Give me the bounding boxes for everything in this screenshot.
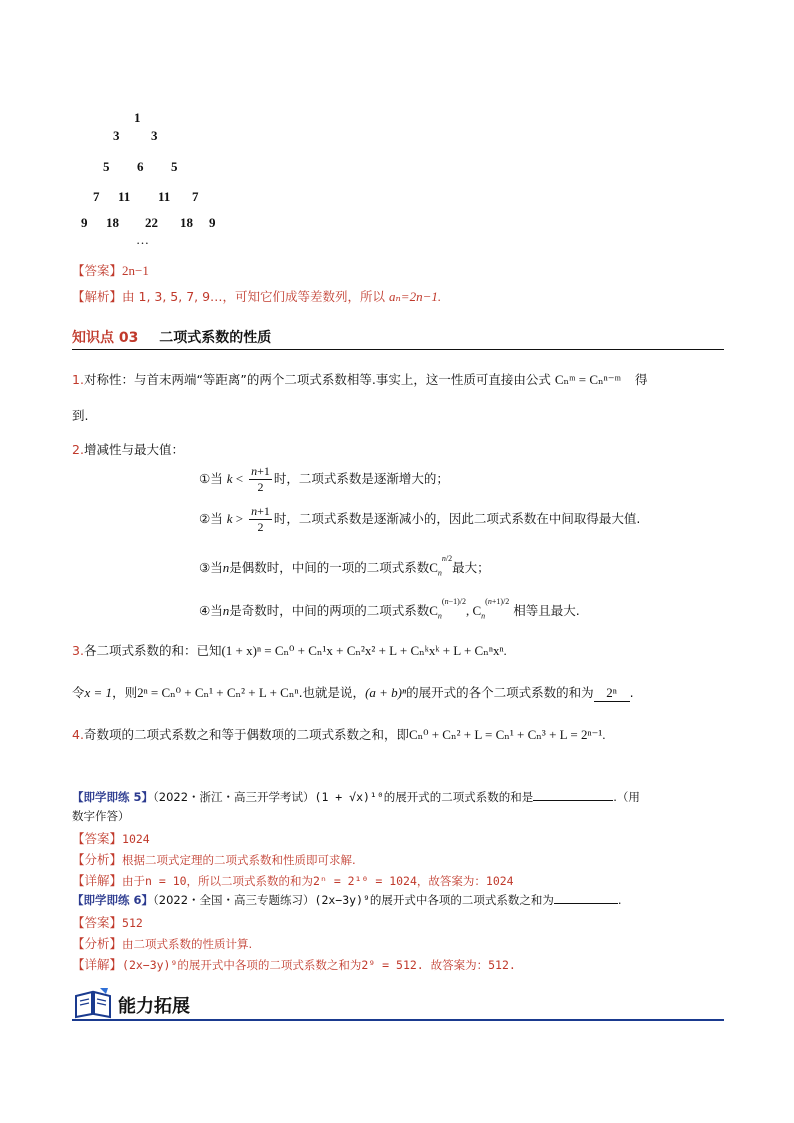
point-3b-x: x = 1 xyxy=(84,685,113,700)
answer-line xyxy=(72,261,149,279)
point-2d-tail: 相等且最大. xyxy=(513,603,580,618)
point-1-formula: Cₙᵐ = Cₙⁿ⁻ᵐ xyxy=(554,372,621,387)
point-2c-lead: ③当 xyxy=(199,560,223,575)
triangle-row3-2: 6 xyxy=(137,159,144,174)
ex5-tail: .（用 xyxy=(613,790,640,804)
ex5-detail-text: 由于n = 10，所以二项式系数的和为2ⁿ = 2¹⁰ = 1024，故答案为：1024 xyxy=(122,874,514,888)
ex5-analysis-text: 根据二项式定理的二项式系数和性质即可求解. xyxy=(122,853,356,867)
triangle-row4-1: 7 xyxy=(93,189,100,204)
triangle-row4-3: 11 xyxy=(158,189,171,204)
section-label: 知识点 03 xyxy=(72,330,139,346)
ex5-analysis xyxy=(72,850,356,868)
triangle-row3-1: 5 xyxy=(103,159,110,174)
point-2-item-c: ③当n是偶数时，中间的一项的二项式系数$C_n^{n/2}$最大； xyxy=(199,553,490,578)
ex6-source: （2022・全国・高三专题练习） xyxy=(153,893,315,907)
point-2c-tail: 最大； xyxy=(452,560,490,575)
point-4-text: 奇数项的二项式系数之和等于偶数项的二项式系数之和，即 xyxy=(83,727,409,742)
ex6-answer-tag: 【答案】 xyxy=(72,915,123,930)
point-3b-ab: (a + b)ⁿ xyxy=(365,685,407,700)
point-2-item-a: ①当 k < $\frac{n+1}{2}$ 时，二项式系数是逐渐增大的； xyxy=(199,464,449,494)
triangle-row2-2: 3 xyxy=(151,128,158,143)
point-2a-text: 时，二项式系数是逐渐增大的； xyxy=(273,471,449,486)
triangle-row1-1: 1 xyxy=(134,110,141,125)
open-book-icon xyxy=(72,1005,114,1024)
point-3-line-2 xyxy=(72,683,634,702)
triangle-row5-5: 9 xyxy=(209,215,216,230)
ex5-detail-tag: 【详解】 xyxy=(72,873,123,888)
point-3b-fill: 2ⁿ xyxy=(594,685,630,702)
point-3b-end: . xyxy=(629,685,634,700)
analysis-formula: aₙ=2n−1. xyxy=(389,289,442,304)
ex5-question: (1 + √x)¹⁰的展开式的二项式系数的和是 xyxy=(314,790,534,804)
ex6-detail-tag: 【详解】 xyxy=(72,957,123,972)
answer-value: 2n−1 xyxy=(122,263,149,278)
section-rule xyxy=(72,349,724,350)
point-3-formula: (1 + x)ⁿ = Cₙ⁰ + Cₙ¹x + Cₙ²x² + L + Cₙᵏxᵏ + L + Cₙⁿxⁿ. xyxy=(221,643,507,658)
ex6-analysis-text: 由二项式系数的性质计算. xyxy=(122,937,253,951)
ex5-analysis-tag: 【分析】 xyxy=(72,852,123,867)
triangle-row5-2: 18 xyxy=(106,215,119,230)
ex6-detail-text: (2x−3y)⁹的展开式中各项的二项式系数之和为2⁹ = 512. 故答案为：512. xyxy=(122,958,516,972)
point-3-text: 各二项式系数的和：已知 xyxy=(83,643,222,658)
ex5-detail xyxy=(72,871,514,889)
point-1-text: 对称性：与首末两端“等距离”的两个二项式系数相等.事实上，这一性质可直接由公式 xyxy=(83,372,551,387)
triangle-row3-3: 5 xyxy=(171,159,178,174)
analysis-tag: 【解析】 xyxy=(72,289,123,304)
point-3-line-1 xyxy=(72,641,507,659)
point-2-item-d: ④当n是奇数时，中间的两项的二项式系数$C_n^{(n-1)/2}$, $C_n^{(n+1)/2}$ 相等且最大. xyxy=(199,596,580,621)
ex5-stem xyxy=(72,789,640,805)
point-2-title-text: 增减性与最大值： xyxy=(83,442,184,457)
point-2d-text: 是奇数时，中间的两项的二项式系数 xyxy=(229,603,430,618)
section-header xyxy=(72,327,271,347)
fraction-n-plus-1-over-2-b: $\frac{n+1}{2}$ xyxy=(251,504,270,534)
point-2b-lead: ②当 xyxy=(199,511,223,526)
point-2-prefix: 2. xyxy=(72,442,84,457)
ex6-tag: 【即学即练 6】 xyxy=(72,893,154,907)
section-title: 二项式系数的性质 xyxy=(159,330,272,346)
point-4-formula: Cₙ⁰ + Cₙ² + L = Cₙ¹ + Cₙ³ + L = 2ⁿ⁻¹. xyxy=(408,727,606,742)
point-2-item-b: ②当 k > $\frac{n+1}{2}$ 时，二项式系数是逐渐减小的，因此二项式系数在中间取得最大值. xyxy=(199,504,641,534)
ex6-detail xyxy=(72,955,516,973)
point-3b-then: ，则 xyxy=(112,685,138,700)
point-1-prefix: 1. xyxy=(72,372,84,387)
ex6-answer xyxy=(72,913,143,931)
binom-middle-odd: $C_n^{(n-1)/2}$, $C_n^{(n+1)/2}$ xyxy=(429,596,510,621)
fraction-n-plus-1-over-2: $\frac{n+1}{2}$ xyxy=(251,464,270,494)
point-2d-lead: ④当 xyxy=(199,603,223,618)
ability-section-rule xyxy=(72,1019,724,1021)
point-3b-lead: 令 xyxy=(72,685,85,700)
triangle-row5-4: 18 xyxy=(180,215,193,230)
ex5-blank xyxy=(533,800,613,801)
ex5-answer-value: 1024 xyxy=(122,832,150,846)
analysis-text: 由 1, 3, 5, 7, 9…，可知它们成等差数列，所以 xyxy=(122,289,386,304)
ex5-tag: 【即学即练 5】 xyxy=(72,790,154,804)
analysis-line xyxy=(72,287,441,305)
triangle-row4-4: 7 xyxy=(192,189,199,204)
answer-tag: 【答案】 xyxy=(72,263,123,278)
point-3b-that-is: .也就是说， xyxy=(298,685,366,700)
ex5-stem-line-2: 数字作答） xyxy=(72,809,130,823)
point-2b-text: 时，二项式系数是逐渐减小的，因此二项式系数在中间取得最大值. xyxy=(273,511,641,526)
triangle-row2-1: 3 xyxy=(113,128,120,143)
triangle-ellipsis: … xyxy=(136,232,149,247)
ex5-answer xyxy=(72,829,150,847)
ex6-question: (2x−3y)⁹的展开式中各项的二项式系数之和为 xyxy=(314,893,554,907)
point-1-tail: 得 xyxy=(634,372,648,387)
point-4-line xyxy=(72,725,606,743)
point-2c-text: 是偶数时，中间的一项的二项式系数 xyxy=(229,560,430,575)
ex5-source: （2022・浙江・高三开学考试） xyxy=(153,790,315,804)
point-3b-formula: 2ⁿ = Cₙ⁰ + Cₙ¹ + Cₙ² + L + Cₙⁿ xyxy=(137,685,299,700)
point-3b-text: 的展开式的各个二项式系数的和为 xyxy=(406,685,594,700)
triangle-row4-2: 11 xyxy=(118,189,131,204)
point-3-prefix: 3. xyxy=(72,643,84,658)
ex6-analysis-tag: 【分析】 xyxy=(72,936,123,951)
point-1-line-1 xyxy=(72,370,647,388)
point-2a-lead: ①当 xyxy=(199,471,223,486)
point-2-title xyxy=(72,440,184,458)
ability-section-title: 能力拓展 xyxy=(118,996,190,1017)
ex6-stem xyxy=(72,892,622,908)
triangle-row5-3: 22 xyxy=(145,215,158,230)
ex5-answer-tag: 【答案】 xyxy=(72,831,123,846)
ex6-tail: . xyxy=(617,893,622,907)
point-4-prefix: 4. xyxy=(72,727,84,742)
ex6-analysis xyxy=(72,934,252,952)
ex6-blank xyxy=(554,903,618,904)
point-1-line-2: 到. xyxy=(72,408,89,423)
triangle-row5-1: 9 xyxy=(81,215,88,230)
ex6-answer-value: 512 xyxy=(122,916,143,930)
binom-middle-even: $C_n^{n/2}$ xyxy=(429,553,453,578)
